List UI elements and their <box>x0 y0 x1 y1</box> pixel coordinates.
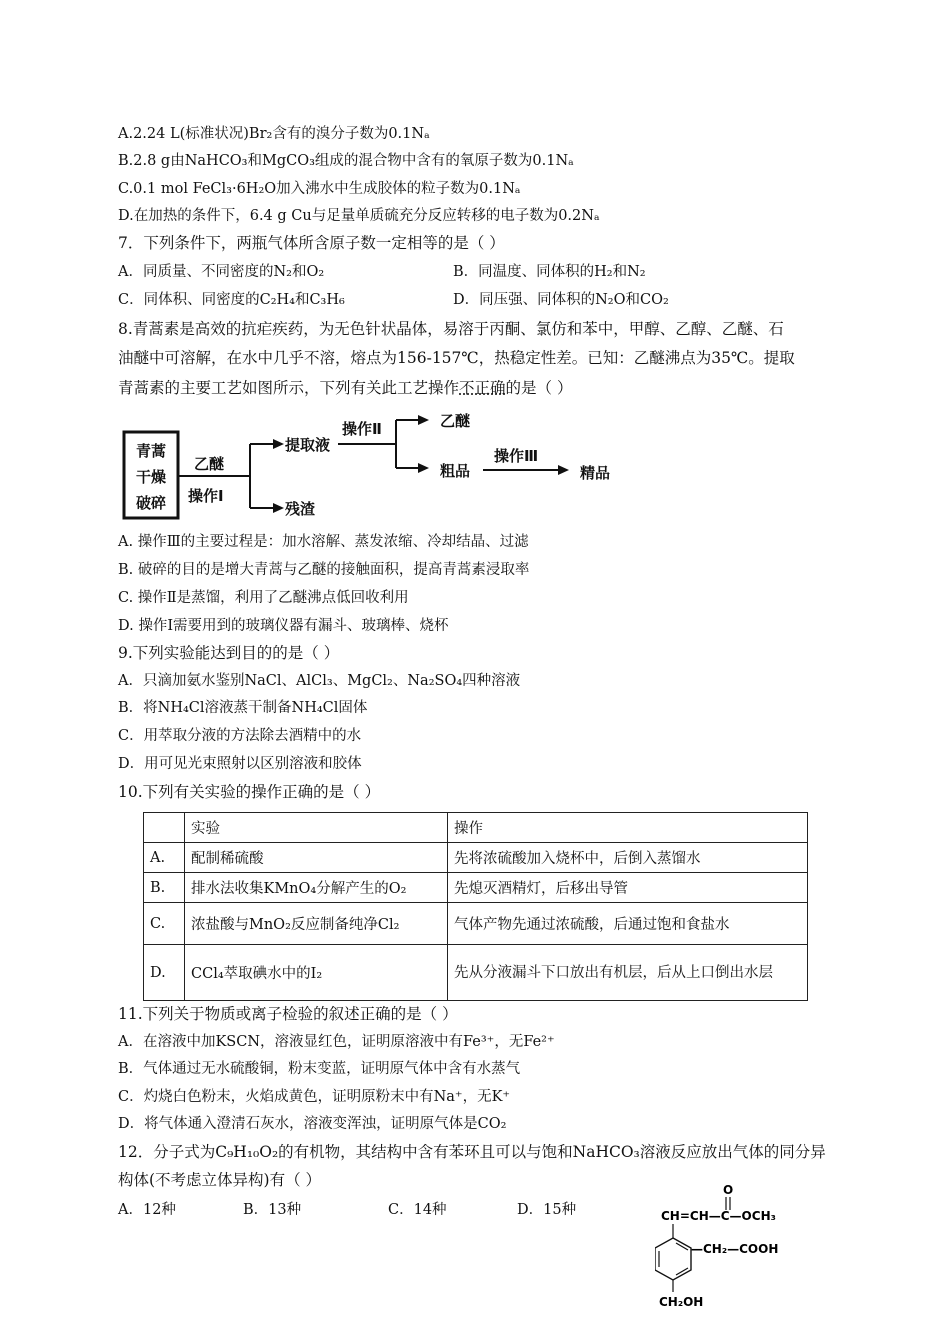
q8-option-c: C. 操作Ⅱ是蒸馏，利用了乙醚沸点低回收利用 <box>118 590 409 606</box>
q7-option-d: D．同压强、同体积的N₂O和CO₂ <box>453 292 669 308</box>
step1-reagent: 乙醚 <box>194 455 225 473</box>
table-cell: A. <box>144 843 185 873</box>
q9-option-b: B．将NH₄Cl溶液蒸干制备NH₄Cl固体 <box>118 700 368 716</box>
q7-stem: 7．下列条件下，两瓶气体所含原子数一定相等的是（ ） <box>118 234 505 252</box>
benzene-ring <box>655 1238 691 1280</box>
process-flow-diagram <box>118 408 638 523</box>
table-cell: B. <box>144 873 185 903</box>
table-cell: 排水法收集KMnO₄分解产生的O₂ <box>185 873 448 903</box>
top-chain: CH=CH—C—OCH₃ <box>661 1209 776 1223</box>
experiment-table <box>143 812 808 1001</box>
q10-stem: 10.下列有关实验的操作正确的是（ ） <box>118 783 381 801</box>
q11-option-d: D．将气体通入澄清石灰水，溶液变浑浊，证明原气体是CO₂ <box>118 1116 507 1132</box>
q8-stem-line2: 油醚中可溶解，在水中几乎不溶，熔点为156-157℃，热稳定性差。已知：乙醚沸点为35℃。提取 <box>118 349 795 367</box>
crude-label: 粗品 <box>440 462 471 480</box>
q8-stem-line3: 青蒿素的主要工艺如图所示，下列有关此工艺操作不正确的是（ ） <box>118 379 573 397</box>
q11-option-c: C．灼烧白色粉末，火焰成黄色，证明原粉末中有Na⁺，无K⁺ <box>118 1089 511 1105</box>
q6-option-c: C.0.1 mol FeCl₃·6H₂O加入沸水中生成胶体的粒子数为0.1Nₐ <box>118 181 521 197</box>
q6-option-d: D.在加热的条件下，6.4 g Cu与足量单质硫充分反应转移的电子数为0.2Nₐ <box>118 208 600 224</box>
table-cell: 浓盐酸与MnO₂反应制备纯净Cl₂ <box>185 903 448 945</box>
table-cell: C. <box>144 903 185 945</box>
table-row <box>144 903 808 945</box>
table-cell: 配制稀硫酸 <box>185 843 448 873</box>
q9-stem: 9.下列实验能达到目的的是（ ） <box>118 644 340 662</box>
q9-option-a: A．只滴加氨水鉴别NaCl、AlCl₃、MgCl₂、Na₂SO₄四种溶液 <box>118 673 521 689</box>
emphasis-not-correct: 不正确 <box>459 379 506 397</box>
start-line3: 破碎 <box>135 494 167 512</box>
q6-option-a: A.2.24 L(标准状况)Br₂含有的溴分子数为0.1Nₐ <box>118 126 430 142</box>
start-line1: 青蒿 <box>135 442 167 460</box>
q8-stem-line1: 8.青蒿素是高效的抗疟疾药，为无色针状晶体，易溶于丙酮、氯仿和苯中，甲醇、乙醇、乙醚、石 <box>118 320 784 338</box>
q11-stem: 11.下列关于物质或离子检验的叙述正确的是（ ） <box>118 1005 458 1023</box>
table-cell: 先从分液漏斗下口放出有机层，后从上口倒出水层 <box>448 945 808 1001</box>
q12-stem-line2: 构体(不考虑立体异构)有（ ） <box>118 1171 322 1189</box>
q7-option-b: B．同温度、同体积的H₂和N₂ <box>453 264 646 280</box>
q8-option-b: B. 破碎的目的是增大青蒿与乙醚的接触面积，提高青蒿素浸取率 <box>118 562 530 578</box>
q12-stem-line1: 12．分子式为C₉H₁₀O₂的有机物，其结构中含有苯环且可以与饱和NaHCO₃溶液反应放出气体的同分异 <box>118 1143 826 1161</box>
q7-option-c: C．同体积、同密度的C₂H₄和C₃H₆ <box>118 292 345 308</box>
bottom-group: CH₂OH <box>659 1295 704 1309</box>
table-header-row <box>144 813 808 843</box>
q12-option-c: C．14种 <box>388 1202 447 1218</box>
q8-option-d: D. 操作Ⅰ需要用到的玻璃仪器有漏斗、玻璃棒、烧杯 <box>118 618 449 634</box>
step3-label: 操作Ⅲ <box>494 447 539 465</box>
carbonyl-oxygen: O <box>723 1183 734 1197</box>
table-cell: 气体产物先通过浓硫酸，后通过饱和食盐水 <box>448 903 808 945</box>
residue-label: 残渣 <box>285 500 316 518</box>
table-row <box>144 843 808 873</box>
q12-option-a: A．12种 <box>118 1202 176 1218</box>
table-header-cell: 操作 <box>448 813 808 843</box>
table-header-cell <box>144 813 185 843</box>
q12-option-d: D．15种 <box>517 1202 577 1218</box>
structural-formula <box>655 1180 825 1315</box>
step2-label: 操作Ⅱ <box>342 420 382 438</box>
q8-option-a: A. 操作Ⅲ的主要过程是：加水溶解、蒸发浓缩、冷却结晶、过滤 <box>118 534 529 550</box>
table-cell: CCl₄萃取碘水中的I₂ <box>185 945 448 1001</box>
table-row <box>144 945 808 1001</box>
q7-option-a: A．同质量、不同密度的N₂和O₂ <box>118 264 325 280</box>
step1-label: 操作Ⅰ <box>188 487 224 505</box>
ether-recovered-label: 乙醚 <box>440 412 471 430</box>
q11-option-b: B．气体通过无水硫酸铜，粉末变蓝，证明原气体中含有水蒸气 <box>118 1061 521 1077</box>
table-row <box>144 873 808 903</box>
extract-label: 提取液 <box>285 436 331 454</box>
side-chain: —CH₂—COOH <box>691 1242 779 1256</box>
q12-option-b: B．13种 <box>243 1202 302 1218</box>
table-header-cell: 实验 <box>185 813 448 843</box>
table-cell: 先将浓硫酸加入烧杯中，后倒入蒸馏水 <box>448 843 808 873</box>
table-cell: 先熄灭酒精灯，后移出导管 <box>448 873 808 903</box>
fine-label: 精品 <box>580 464 611 482</box>
q11-option-a: A．在溶液中加KSCN，溶液显红色，证明原溶液中有Fe³⁺，无Fe²⁺ <box>118 1034 555 1050</box>
q6-option-b: B.2.8 g由NaHCO₃和MgCO₃组成的混合物中含有的氧原子数为0.1Nₐ <box>118 153 574 169</box>
q9-option-d: D．用可见光束照射以区别溶液和胶体 <box>118 756 362 772</box>
q9-option-c: C．用萃取分液的方法除去酒精中的水 <box>118 728 362 744</box>
table-cell: D. <box>144 945 185 1001</box>
start-line2: 干燥 <box>135 468 167 486</box>
